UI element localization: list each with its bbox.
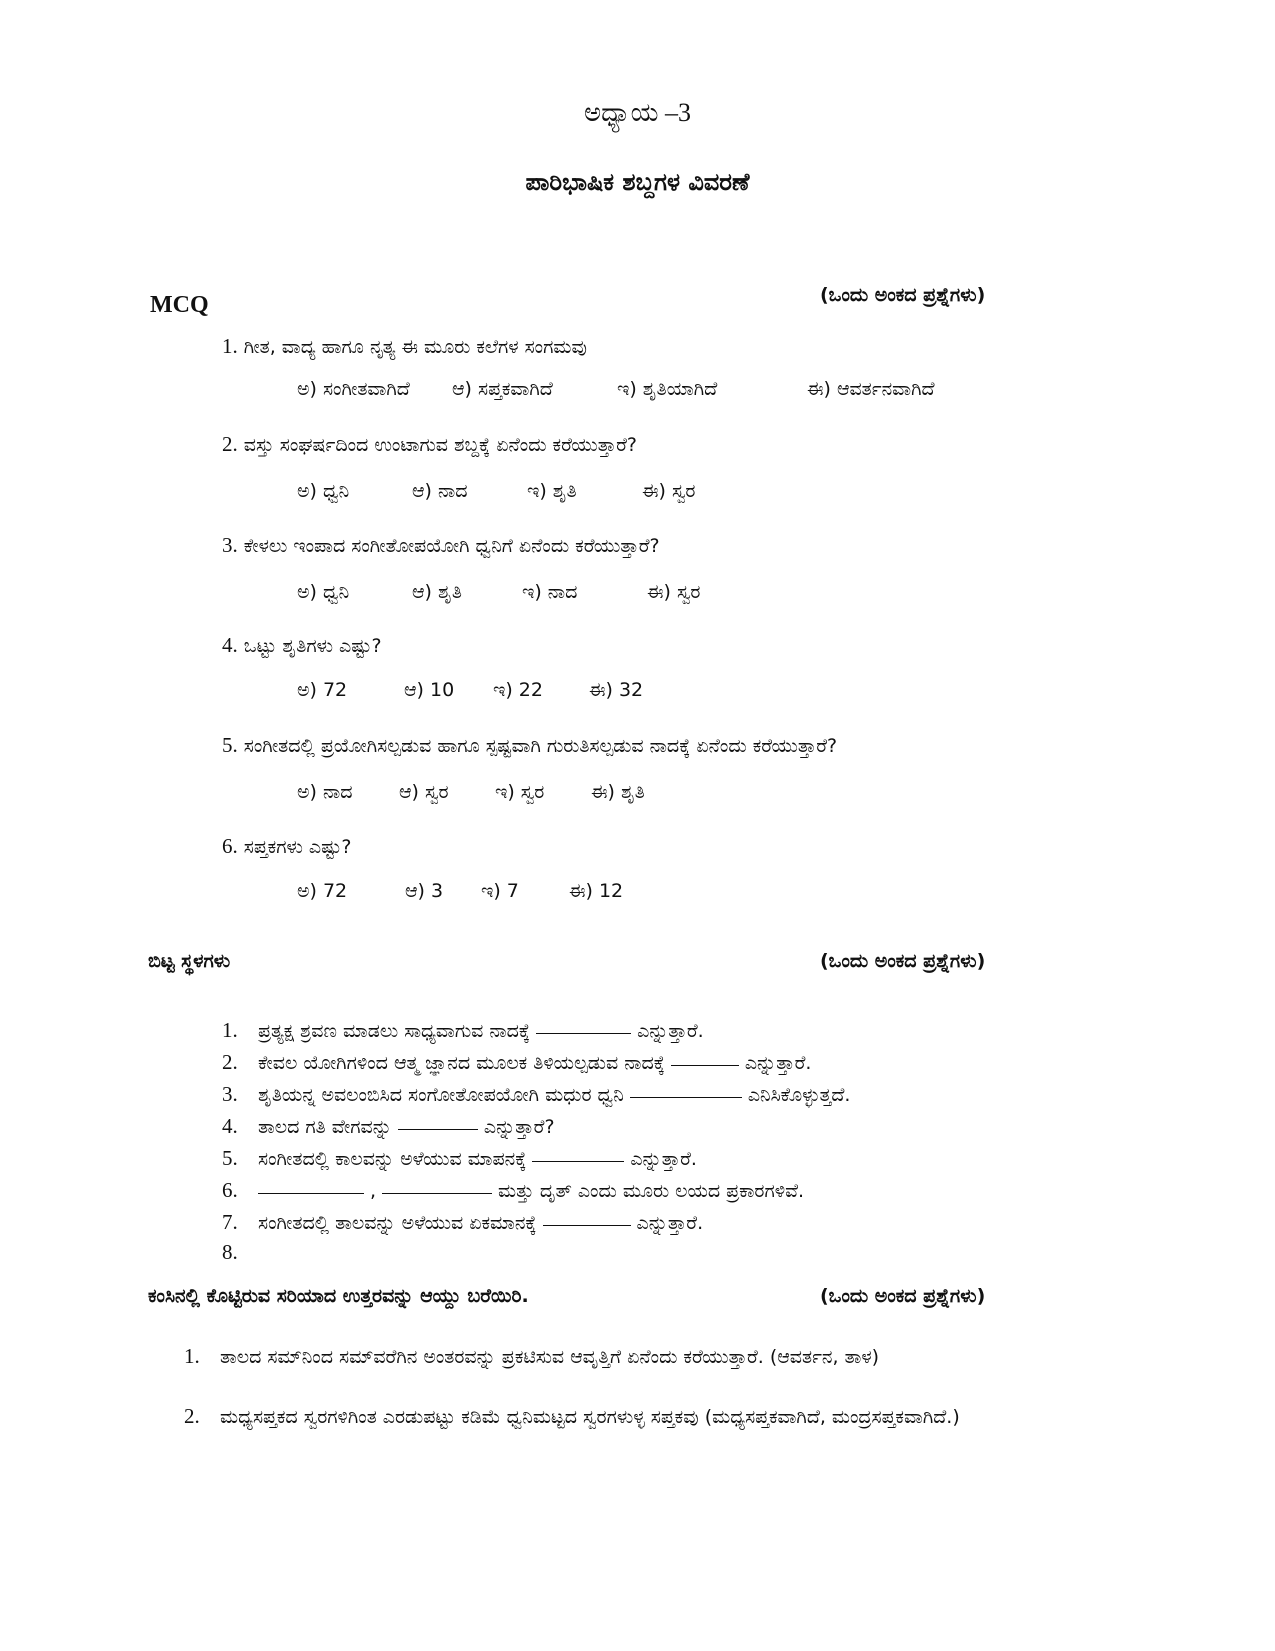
mcq-question — [222, 733, 837, 758]
fill-blank-item — [222, 1050, 811, 1075]
item-text: ತಾಲದ ಸಮ್‌ನಿಂದ ಸಮ್‌ವರೆಗಿನ ಅಂತರವನ್ನು ಪ್ರಕಟಿಸುವ ಆವೃತ್ತಿಗೆ ಏನೆಂದು ಕರೆಯುತ್ತಾರೆ. (ಆವರ್ತನ, ತಾಳ) — [220, 1346, 880, 1368]
item-text: ಪ್ರತ್ಯಕ್ಷ ಶ್ರವಣ ಮಾಡಲು ಸಾಧ್ಯವಾಗುವ ನಾದಕ್ಕೆ — [258, 1020, 531, 1042]
answer-blank[interactable] — [536, 1032, 631, 1034]
option: ಆ) ಸ್ವರ — [399, 781, 449, 803]
fill-blanks-section-label: ಬಿಟ್ಟ ಸ್ಥಳಗಳು — [148, 950, 231, 972]
option: ಅ) ಸಂಗೀತವಾಗಿದೆ — [297, 378, 410, 400]
question-number: 2. — [222, 432, 238, 456]
answer-blank[interactable] — [258, 1192, 364, 1194]
mcq-question — [222, 633, 382, 658]
choose-item — [184, 1404, 1110, 1436]
item-text: ಎನ್ನುತ್ತಾರೆ? — [483, 1116, 555, 1138]
question-text: ಕೇಳಲು ಇಂಪಾದ ಸಂಗೀತೋಪಯೋಗಿ ಧ್ವನಿಗೆ ಏನೆಂದು ಕರೆಯುತ್ತಾರೆ? — [243, 535, 660, 557]
question-text: ವಸ್ತು ಸಂಘರ್ಷದಿಂದ ಉಂಟಾಗುವ ಶಬ್ದಕ್ಕೆ ಏನೆಂದು ಕರೆಯುತ್ತಾರೆ? — [243, 434, 637, 456]
option: ಈ) ಸ್ವರ — [647, 581, 701, 603]
question-number: 6. — [222, 834, 238, 858]
item-number: 2. — [184, 1404, 200, 1428]
answer-blank[interactable] — [671, 1064, 739, 1066]
question-number: 3. — [222, 533, 238, 557]
option: ಆ) ನಾದ — [412, 480, 468, 502]
mcq-section-label: MCQ — [150, 292, 209, 318]
page-title: ಪಾರಿಭಾಷಿಕ ಶಬ್ದಗಳ ವಿವರಣೆ — [525, 168, 750, 196]
item-text: ಶೃತಿಯನ್ನ ಅವಲಂಬಿಸಿದ ಸಂಗೋತೋಪಯೋಗಿ ಮಧುರ ಧ್ವನಿ — [258, 1084, 624, 1106]
option: ಆ) ಶೃತಿ — [412, 581, 462, 603]
mcq-options — [297, 581, 701, 603]
fill-blanks-marks-note: (ಒಂದು ಅಂಕದ ಪ್ರಶ್ನೆಗಳು) — [820, 950, 986, 972]
item-text: ಸಂಗೀತದಲ್ಲಿ ತಾಲವನ್ನು ಅಳೆಯುವ ಏಕಮಾನಕ್ಕೆ — [258, 1212, 537, 1234]
item-number: 5. — [222, 1146, 238, 1170]
option: ಆ) ಸಪ್ತಕವಾಗಿದೆ — [452, 378, 553, 400]
item-text: ತಾಲದ ಗತಿ ವೇಗವನ್ನು — [258, 1116, 392, 1138]
option: ಈ) ಸ್ವರ — [642, 480, 696, 502]
item-text: ಎನ್ನುತ್ತಾರೆ. — [636, 1212, 704, 1234]
item-text: ಎನ್ನುತ್ತಾರೆ. — [637, 1020, 704, 1042]
option: ಆ) 3 — [405, 880, 444, 902]
item-text: ಎನಿಸಿಕೊಳ್ಳುತ್ತದೆ. — [747, 1084, 851, 1106]
option: ಇ) ಶೃತಿಯಾಗಿದೆ — [617, 378, 718, 400]
item-number: 1. — [184, 1344, 200, 1368]
answer-blank[interactable] — [630, 1096, 742, 1098]
option: ಅ) 72 — [297, 880, 348, 902]
fill-blank-item — [222, 1082, 850, 1107]
fill-blank-item — [222, 1240, 258, 1265]
mcq-question — [222, 533, 660, 558]
fill-blank-item — [222, 1210, 703, 1235]
item-number: 4. — [222, 1114, 238, 1138]
fill-blank-item — [222, 1146, 697, 1171]
item-number: 3. — [222, 1082, 238, 1106]
option: ಇ) ಶೃತಿ — [527, 480, 577, 502]
answer-blank[interactable] — [398, 1128, 478, 1130]
option: ಇ) ಸ್ವರ — [495, 781, 545, 803]
fill-blank-item — [222, 1018, 704, 1043]
option: ಆ) 10 — [404, 679, 455, 701]
option: ಅ) ಧ್ವನಿ — [297, 480, 350, 502]
mcq-options — [297, 880, 623, 902]
option: ಅ) ಧ್ವನಿ — [297, 581, 350, 603]
mcq-question — [222, 334, 587, 359]
item-number: 6. — [222, 1178, 238, 1202]
question-text: ಸಂಗೀತದಲ್ಲಿ ಪ್ರಯೋಗಿಸಲ್ಪಡುವ ಹಾಗೂ ಸ್ಪಷ್ಟವಾಗಿ ಗುರುತಿಸಲ್ಪಡುವ ನಾದಕ್ಕೆ ಏನೆಂದು ಕರೆಯುತ್ತಾರೆ? — [243, 735, 838, 757]
question-text: ಸಪ್ತಕಗಳು ಎಷ್ಟು? — [243, 836, 352, 858]
mcq-question — [222, 432, 637, 457]
item-text: ಎನ್ನುತ್ತಾರೆ. — [630, 1148, 697, 1170]
mcq-options — [297, 480, 696, 502]
option: ಇ) 22 — [493, 679, 543, 701]
item-text: ಮತ್ತು ದೃತ್ ಎಂದು ಮೂರು ಲಯದ ಪ್ರಕಾರಗಳಿವೆ. — [498, 1180, 805, 1202]
question-number: 1. — [222, 334, 238, 358]
mcq-options — [297, 781, 645, 803]
option: ಅ) 72 — [297, 679, 348, 701]
separator: , — [370, 1180, 377, 1202]
chapter-heading: ಅಧ್ಯಾಯ –3 — [583, 98, 692, 127]
item-number: 1. — [222, 1018, 238, 1042]
answer-blank[interactable] — [543, 1224, 631, 1226]
question-number: 4. — [222, 633, 238, 657]
option: ಇ) 7 — [481, 880, 519, 902]
item-number: 7. — [222, 1210, 238, 1234]
option: ಈ) 32 — [589, 679, 644, 701]
fill-blank-item — [222, 1178, 804, 1203]
mcq-options — [297, 378, 935, 400]
mcq-marks-note: (ಒಂದು ಅಂಕದ ಪ್ರಶ್ನೆಗಳು) — [820, 284, 986, 306]
answer-blank[interactable] — [382, 1192, 492, 1194]
option: ಈ) ಆವರ್ತನವಾಗಿದೆ — [807, 378, 935, 400]
item-text: ಸಂಗೀತದಲ್ಲಿ ಕಾಲವನ್ನು ಅಳೆಯುವ ಮಾಪನಕ್ಕೆ — [258, 1148, 527, 1170]
question-text: ಒಟ್ಟು ಶೃತಿಗಳು ಎಷ್ಟು? — [243, 635, 382, 657]
mcq-question — [222, 834, 352, 859]
item-text: ಎನ್ನುತ್ತಾರೆ. — [744, 1052, 812, 1074]
question-text: ಗೀತ, ವಾದ್ಯ ಹಾಗೂ ನೃತ್ಯ ಈ ಮೂರು ಕಲೆಗಳ ಸಂಗಮವು — [243, 336, 587, 358]
item-number: 2. — [222, 1050, 238, 1074]
choose-section-label: ಕಂಸಿನಲ್ಲಿ ಕೊಟ್ಟಿರುವ ಸರಿಯಾದ ಉತ್ತರವನ್ನು ಆಯ್ದು ಬರೆಯಿರಿ. — [148, 1285, 529, 1307]
option: ಅ) ನಾದ — [297, 781, 353, 803]
item-text: ಮಧ್ಯಸಪ್ತಕದ ಸ್ವರಗಳಿಗಿಂತ ಎರಡುಪಟ್ಟು ಕಡಿಮೆ ಧ್ವನಿಮಟ್ಟದ ಸ್ವರಗಳುಳ್ಳ ಸಪ್ತಕವು (ಮಧ್ಯಸಪ್ತಕವಾಗಿದೆ, ಮಂದ್ರಸಪ್ತಕವಾಗಿದೆ.) — [220, 1406, 960, 1428]
choose-item — [184, 1344, 879, 1369]
answer-blank[interactable] — [532, 1160, 624, 1162]
item-text: ಕೇವಲ ಯೋಗಿಗಳಿಂದ ಆತ್ಮ ಜ್ಞಾನದ ಮೂಲಕ ತಿಳಿಯಲ್ಪಡುವ ನಾದಕ್ಕೆ — [258, 1052, 665, 1074]
question-number: 5. — [222, 733, 238, 757]
choose-marks-note: (ಒಂದು ಅಂಕದ ಪ್ರಶ್ನೆಗಳು) — [820, 1285, 986, 1307]
option: ಈ) ಶೃತಿ — [591, 781, 645, 803]
mcq-options — [297, 679, 643, 701]
option: ಇ) ನಾದ — [522, 581, 578, 603]
item-number: 8. — [222, 1240, 238, 1264]
fill-blank-item — [222, 1114, 555, 1139]
option: ಈ) 12 — [569, 880, 624, 902]
